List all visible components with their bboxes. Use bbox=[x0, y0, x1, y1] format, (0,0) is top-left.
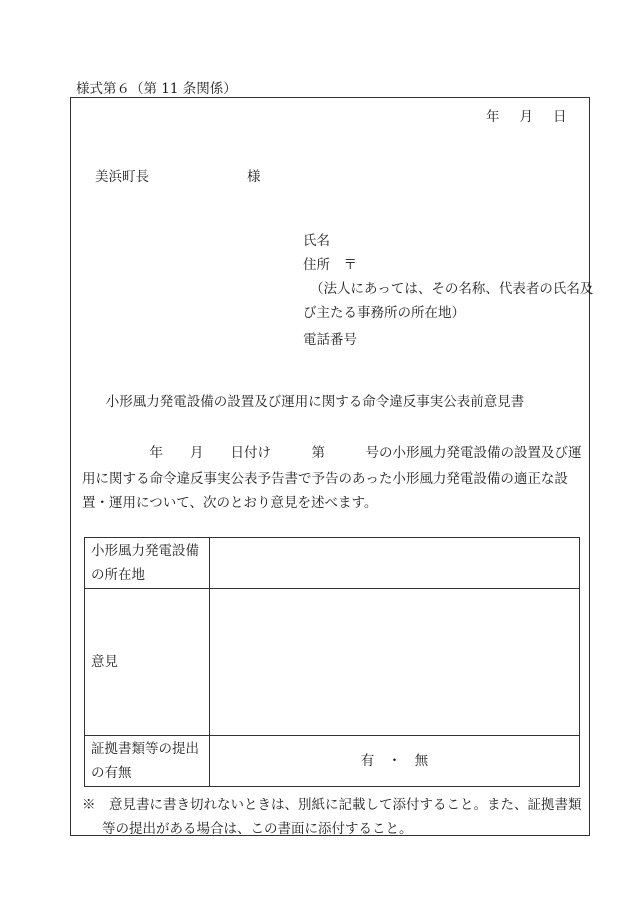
document-title: 小形風力発電設備の設置及び運用に関する命令違反事実公表前意見書 bbox=[105, 394, 525, 410]
applicant-corp-note-1: （法人にあっては、その名称、代表者の氏名及 bbox=[310, 281, 594, 297]
date-day: 日 bbox=[553, 109, 567, 125]
location-label-line-1: 小形風力発電設備 bbox=[91, 543, 199, 559]
note-line-2: 等の提出がある場合は、この書面に添付すること。 bbox=[102, 821, 413, 837]
form-id: 様式第６（第 11 条関係） bbox=[76, 81, 237, 97]
evidence-label-cell bbox=[85, 736, 210, 787]
body-line-2: 用に関する命令違反事実公表予告書で予告のあった小形風力発電設備の適正な設 bbox=[82, 471, 568, 487]
table-row-location bbox=[85, 538, 580, 589]
opinion-label-cell: 意見 bbox=[85, 589, 210, 736]
location-label-cell bbox=[85, 538, 210, 589]
opinion-value-cell[interactable] bbox=[210, 589, 580, 736]
body-line-1: 年 月 日付け 第 号の小形風力発電設備の設置及び運 bbox=[82, 445, 582, 461]
table-row-evidence bbox=[85, 736, 580, 787]
location-label-line-2: の所在地 bbox=[91, 567, 145, 583]
addressee-line bbox=[95, 165, 261, 185]
body-line-3: 置・運用について、次のとおり意見を述べます。 bbox=[82, 495, 378, 511]
date-line bbox=[486, 105, 567, 125]
applicant-phone-label: 電話番号 bbox=[303, 332, 357, 348]
location-value-cell[interactable] bbox=[210, 538, 580, 589]
note-line-1: ※ 意見書に書き切れないときは、別紙に記載して添付すること。また、証拠書類 bbox=[82, 797, 582, 813]
applicant-address-label: 住所 〒 bbox=[303, 257, 357, 273]
evidence-label-line-1: 証拠書類等の提出 bbox=[91, 741, 199, 757]
evidence-label-line-2: の有無 bbox=[91, 765, 132, 781]
applicant-corp-note-2: び主たる事務所の所在地） bbox=[303, 305, 465, 321]
table-row-opinion bbox=[85, 589, 580, 736]
addressee-honorific: 様 bbox=[247, 169, 261, 185]
date-year: 年 bbox=[486, 109, 500, 125]
applicant-name-label: 氏名 bbox=[303, 233, 330, 249]
evidence-value-cell[interactable]: 有 ・ 無 bbox=[210, 736, 580, 787]
addressee-name: 美浜町長 bbox=[95, 169, 149, 185]
opinion-table bbox=[84, 537, 580, 787]
date-month: 月 bbox=[519, 109, 533, 125]
